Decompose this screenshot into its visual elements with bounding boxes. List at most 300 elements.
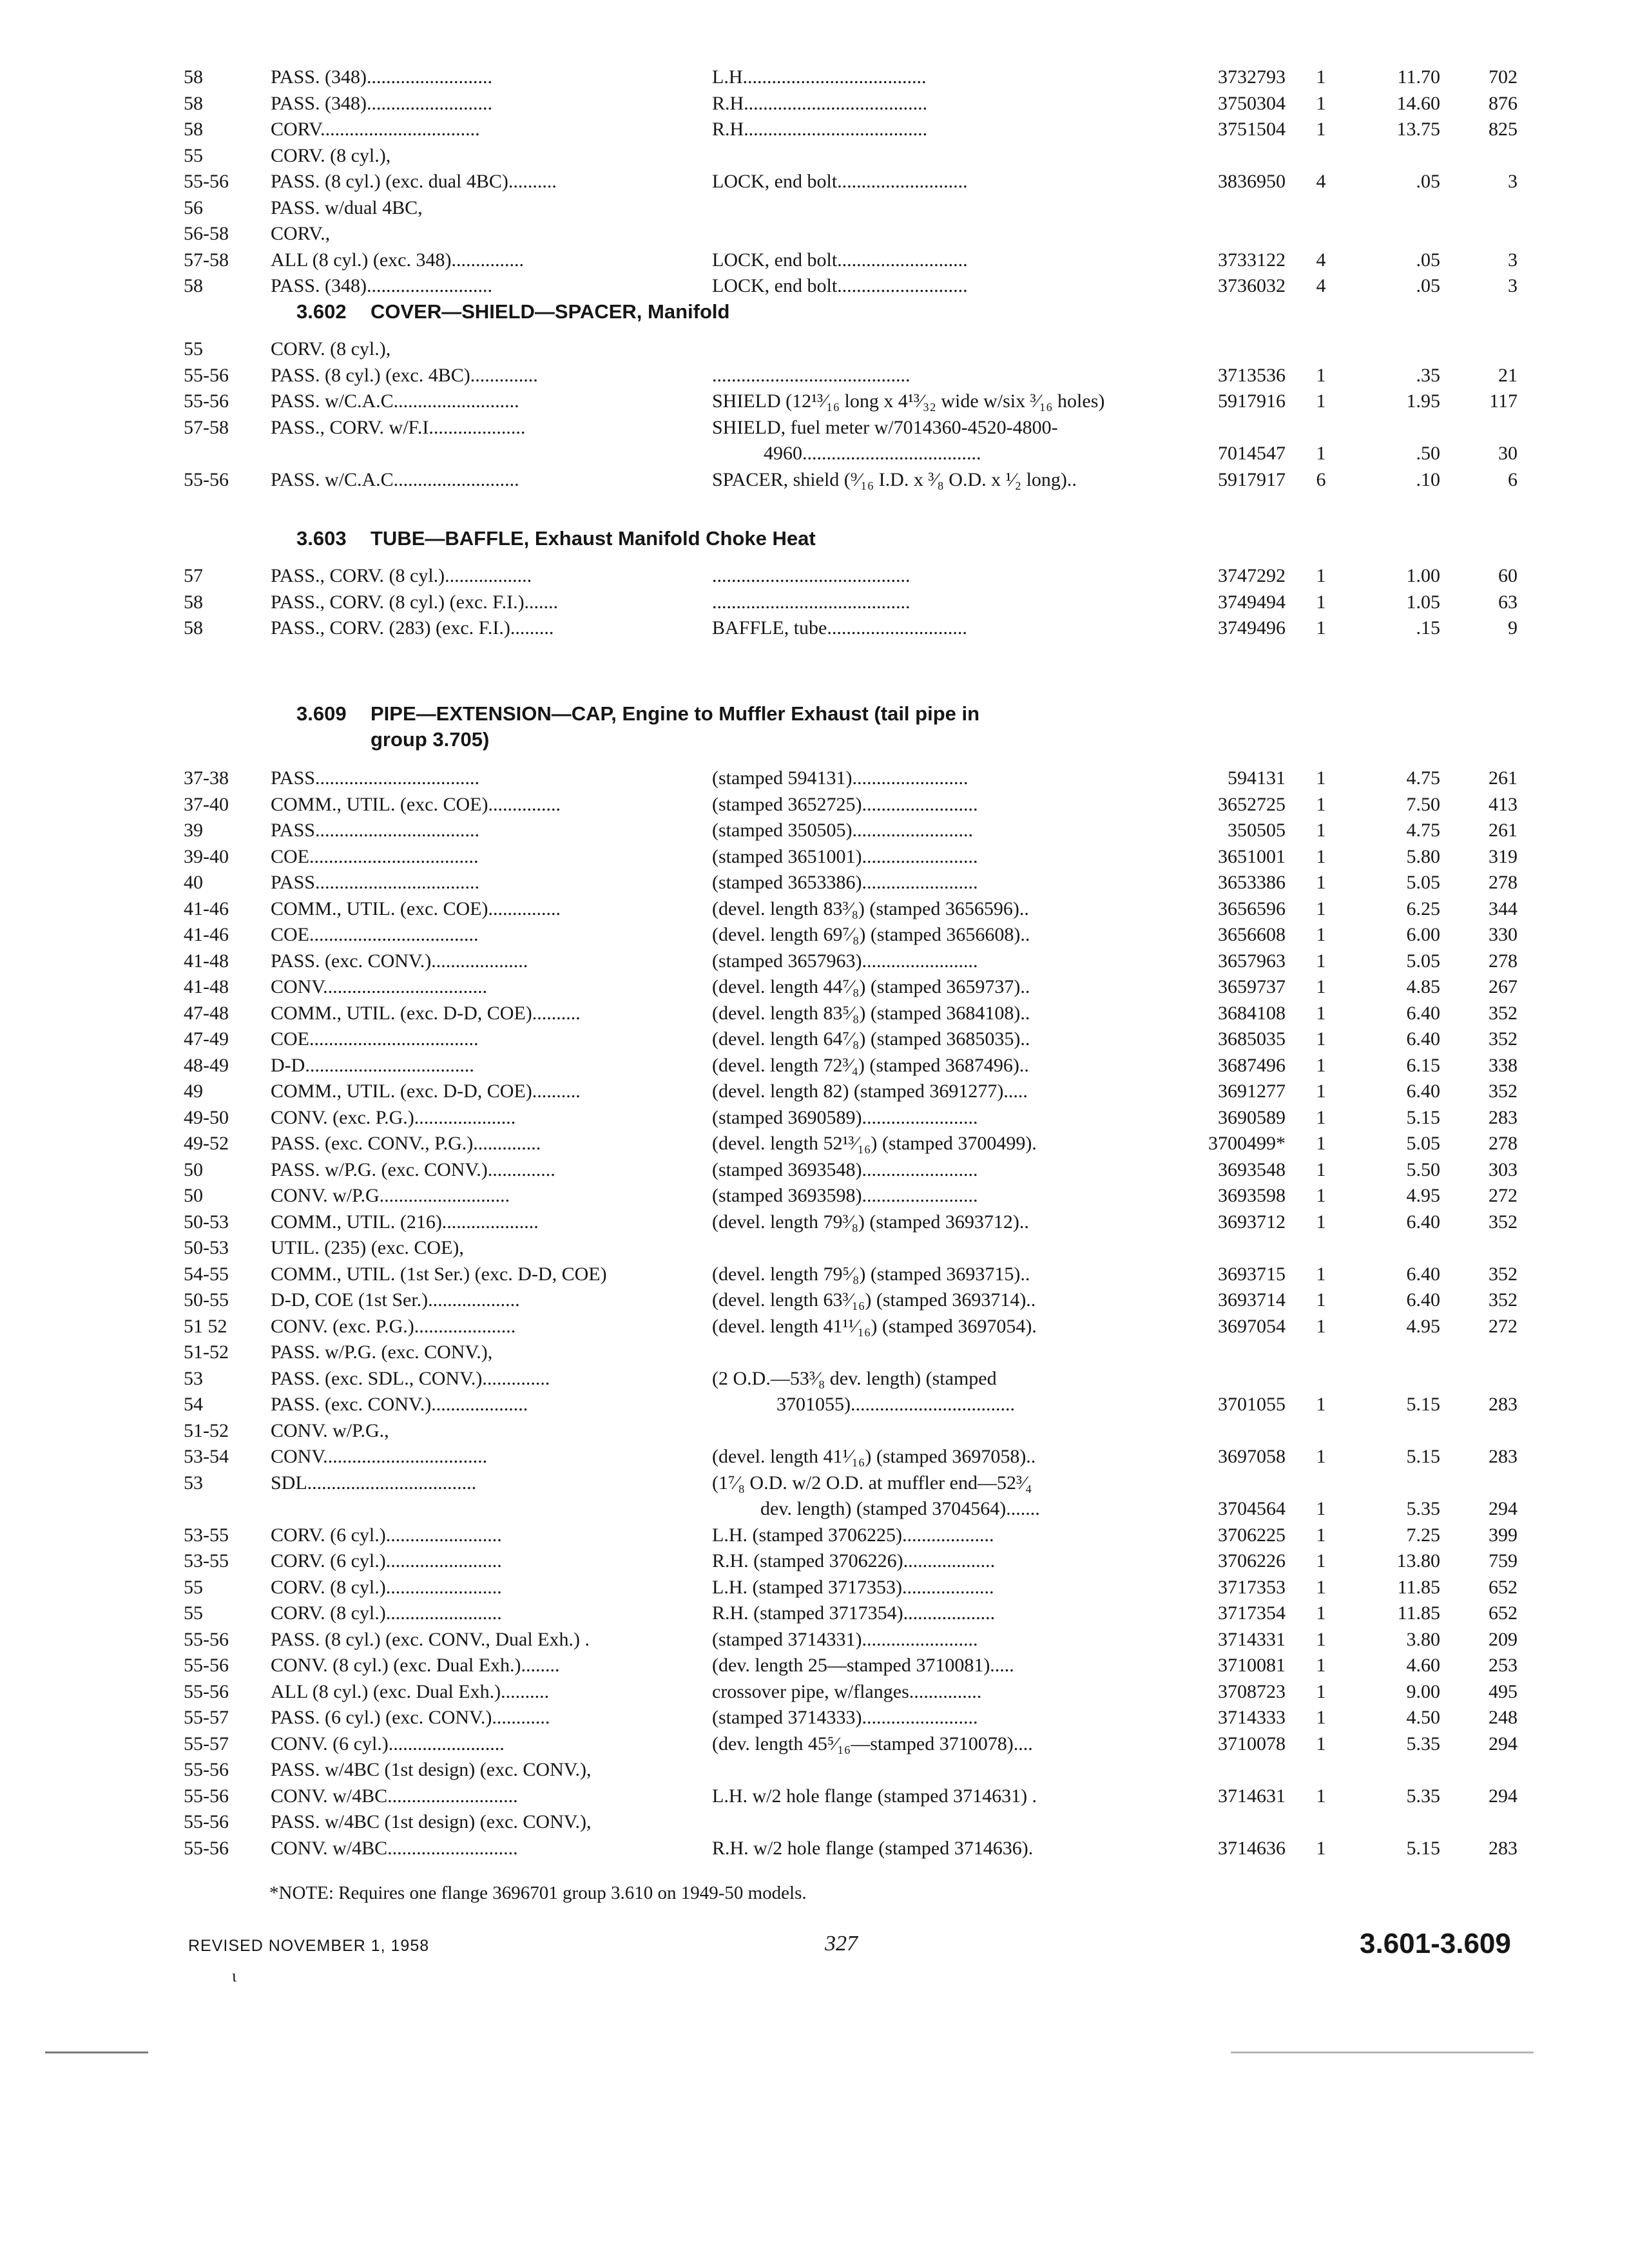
list-price: 7.25 [1406, 1524, 1440, 1546]
group-amount: 294 [1489, 1785, 1518, 1807]
table-row [0, 896, 1629, 922]
table-row [0, 1496, 1629, 1522]
table-row [0, 1679, 1629, 1705]
table-row [0, 1026, 1629, 1052]
quantity: 1 [1316, 1733, 1326, 1754]
part-description: (devel. length 69⁷⁄₈) (stamped 3656608).. [712, 924, 1030, 945]
part-number: 3714636 [1218, 1837, 1286, 1859]
part-number: 3697054 [1218, 1315, 1286, 1337]
table-row [0, 1809, 1629, 1835]
footnote: *NOTE: Requires one flange 3696701 group 3.610 on 1949-50 models. [269, 1883, 807, 1903]
table-row [0, 1340, 1629, 1365]
list-price: 1.95 [1406, 390, 1440, 412]
group-amount: 60 [1498, 565, 1518, 586]
part-description: R.H...................................... [712, 92, 928, 114]
list-price: 5.35 [1406, 1785, 1440, 1807]
list-price: 6.40 [1406, 1211, 1440, 1233]
part-number: 3700499* [1208, 1133, 1286, 1154]
group-amount: 352 [1489, 1263, 1518, 1285]
quantity: 1 [1316, 1655, 1326, 1676]
part-number: 3732793 [1218, 66, 1286, 88]
part-number: 3685035 [1218, 1028, 1286, 1050]
list-price: 4.60 [1406, 1655, 1440, 1676]
quantity: 1 [1316, 1211, 1326, 1233]
section-number: 3.609 [296, 702, 347, 725]
table-row [0, 818, 1629, 843]
list-price: .35 [1416, 364, 1440, 386]
model-year: 55-56 [184, 1785, 229, 1807]
model-description: CORV. (8 cyl.), [271, 144, 391, 166]
list-price: 5.15 [1406, 1837, 1440, 1859]
part-number: 3751504 [1218, 119, 1286, 140]
group-amount: 876 [1489, 92, 1518, 114]
part-number: 3652725 [1218, 793, 1286, 815]
model-year: 55-56 [184, 1759, 229, 1780]
model-year: 56-58 [184, 223, 229, 244]
list-price: 5.80 [1406, 845, 1440, 867]
model-description: PASS. (6 cyl.) (exc. CONV.)............ [271, 1707, 550, 1728]
part-description: L.H. w/2 hole flange (stamped 3714631) . [712, 1785, 1037, 1807]
model-description: CONV. (exc. P.G.)..................... [271, 1315, 516, 1337]
list-price: 4.95 [1406, 1185, 1440, 1206]
model-description: COMM., UTIL. (1st Ser.) (exc. D-D, COE) [271, 1263, 607, 1285]
quantity: 4 [1316, 249, 1326, 271]
list-price: 11.85 [1397, 1602, 1440, 1624]
table-row [0, 1418, 1629, 1444]
table-row [0, 1575, 1629, 1600]
table-row [0, 467, 1629, 493]
part-number: 3701055 [1218, 1394, 1286, 1415]
model-year: 55-56 [184, 390, 229, 412]
model-year: 58 [184, 66, 203, 88]
table-row [0, 1157, 1629, 1183]
model-description: CONV. (exc. P.G.)..................... [271, 1106, 516, 1128]
scan-artifact-line [1231, 2052, 1534, 2053]
part-description: (stamped 3653386)........................ [712, 872, 978, 893]
list-price: 11.85 [1397, 1576, 1440, 1598]
quantity: 1 [1316, 1002, 1326, 1024]
model-year: 47-48 [184, 1002, 229, 1024]
part-number: 3733122 [1218, 249, 1286, 271]
part-description: (dev. length 45⁵⁄₁₆—stamped 3710078).... [712, 1733, 1033, 1754]
model-description: PASS., CORV. (8 cyl.) (exc. F.I.)....... [271, 591, 559, 613]
table-row [0, 1444, 1629, 1470]
table-row [0, 1001, 1629, 1026]
model-year: 58 [184, 617, 203, 639]
quantity: 1 [1316, 924, 1326, 945]
part-number: 3693548 [1218, 1158, 1286, 1180]
quantity: 1 [1316, 976, 1326, 997]
part-number: 3697058 [1218, 1446, 1286, 1467]
part-description: (stamped 3651001)........................ [712, 845, 978, 867]
part-description: L.H...................................... [712, 66, 927, 88]
group-amount: 338 [1489, 1054, 1518, 1076]
model-year: 41-46 [184, 924, 229, 945]
part-number: 3714333 [1218, 1707, 1286, 1728]
model-description: COE................................... [271, 924, 479, 945]
part-description: ......................................... [712, 591, 911, 613]
quantity: 1 [1316, 390, 1326, 412]
group-range: 3.601-3.609 [1360, 1928, 1511, 1959]
model-year: 55-56 [184, 1811, 229, 1832]
model-description: ALL (8 cyl.) (exc. Dual Exh.).......... [271, 1680, 550, 1702]
model-year: 40 [184, 872, 203, 893]
table-row [0, 64, 1629, 90]
part-number: 3710078 [1218, 1733, 1286, 1754]
quantity: 1 [1316, 820, 1326, 841]
model-description: PASS. (exc. CONV.).................... [271, 1394, 528, 1415]
section-title-continued: group 3.705) [371, 728, 490, 751]
part-description: R.H...................................... [712, 119, 928, 140]
part-description: LOCK, end bolt........................... [712, 275, 968, 296]
part-number: 3717354 [1218, 1602, 1286, 1624]
table-row [0, 765, 1629, 791]
group-amount: 399 [1489, 1524, 1518, 1546]
part-description: SPACER, shield (⁹⁄₁₆ I.D. x ³⁄₈ O.D. x ¹⁄₂ long).. [712, 468, 1077, 490]
model-description: PASS. (exc. CONV.).................... [271, 950, 528, 972]
group-amount: 278 [1489, 872, 1518, 893]
quantity: 1 [1316, 1289, 1326, 1311]
table-row [0, 563, 1629, 589]
model-year: 49-50 [184, 1106, 229, 1128]
list-price: 6.00 [1406, 924, 1440, 945]
list-price: 5.05 [1406, 950, 1440, 972]
list-price: 1.05 [1406, 591, 1440, 613]
table-row [0, 1653, 1629, 1678]
quantity: 1 [1316, 92, 1326, 114]
table-row [0, 1836, 1629, 1861]
model-description: PASS. (exc. SDL., CONV.).............. [271, 1367, 550, 1389]
table-row [0, 1053, 1629, 1079]
group-amount: 283 [1489, 1106, 1518, 1128]
model-description: COE................................... [271, 845, 479, 867]
model-year: 50 [184, 1185, 203, 1206]
model-description: CONV. (6 cyl.)........................ [271, 1733, 505, 1754]
part-description: (1⁷⁄₈ O.D. w/2 O.D. at muffler end—52³⁄₄ [712, 1472, 1032, 1494]
part-number: 3651001 [1218, 845, 1286, 867]
model-description: PASS.................................. [271, 820, 479, 841]
quantity: 1 [1316, 1707, 1326, 1728]
part-description: R.H. (stamped 3717354)................... [712, 1602, 996, 1624]
section-heading [296, 526, 816, 552]
part-number: 3708723 [1218, 1680, 1286, 1702]
model-description: PASS. (8 cyl.) (exc. 4BC).............. [271, 364, 538, 386]
table-row [0, 169, 1629, 195]
stray-mark: ι [232, 1966, 236, 1985]
model-year: 56 [184, 197, 203, 218]
part-number: 3717353 [1218, 1576, 1286, 1598]
part-description: (devel. length 41¹¹⁄₁₆) (stamped 3697054). [712, 1315, 1037, 1337]
part-number: 3836950 [1218, 171, 1286, 192]
part-description: L.H. (stamped 3717353)................... [712, 1576, 994, 1598]
part-description: (dev. length 25—stamped 3710081)..... [712, 1655, 1014, 1676]
table-row [0, 1470, 1629, 1496]
quantity: 1 [1316, 617, 1326, 639]
model-year: 58 [184, 92, 203, 114]
section-title: PIPE—EXTENSION—CAP, Engine to Muffler Exhaust (tail pipe in [371, 702, 980, 725]
part-number: 3706225 [1218, 1524, 1286, 1546]
quantity: 1 [1316, 364, 1326, 386]
section-heading [296, 701, 979, 753]
quantity: 1 [1316, 898, 1326, 919]
revision-date: REVISED NOVEMBER 1, 1958 [188, 1937, 430, 1955]
model-year: 47-49 [184, 1028, 229, 1050]
part-number: 3693598 [1218, 1185, 1286, 1206]
model-description: SDL................................... [271, 1472, 477, 1494]
list-price: .15 [1416, 617, 1440, 639]
model-description: COMM., UTIL. (exc. COE)............... [271, 793, 561, 815]
model-year: 55-57 [184, 1707, 229, 1728]
model-description: CONV. (8 cyl.) (exc. Dual Exh.)........ [271, 1655, 560, 1676]
table-row [0, 336, 1629, 362]
model-description: PASS. (348).......................... [271, 92, 492, 114]
group-amount: 272 [1489, 1315, 1518, 1337]
model-year: 50-53 [184, 1211, 229, 1233]
table-row [0, 1183, 1629, 1209]
model-description: COMM., UTIL. (exc. D-D, COE).......... [271, 1002, 581, 1024]
part-description: (stamped 3693598)........................ [712, 1185, 978, 1206]
part-description: (devel. length 82) (stamped 3691277)..... [712, 1081, 1028, 1102]
model-year: 37-38 [184, 767, 229, 789]
part-description: LOCK, end bolt........................... [712, 249, 968, 271]
list-price: 6.40 [1406, 1028, 1440, 1050]
model-year: 41-46 [184, 898, 229, 919]
model-year: 55 [184, 1602, 203, 1624]
quantity: 1 [1316, 565, 1326, 586]
model-description: PASS. w/C.A.C.......................... [271, 468, 519, 490]
model-year: 49-52 [184, 1133, 229, 1154]
group-amount: 248 [1489, 1707, 1518, 1728]
quantity: 1 [1316, 1602, 1326, 1624]
list-price: 9.00 [1406, 1680, 1440, 1702]
model-year: 41-48 [184, 950, 229, 972]
part-number: 594131 [1228, 767, 1286, 789]
model-description: PASS. (8 cyl.) (exc. CONV., Dual Exh.) . [271, 1628, 590, 1650]
model-description: CORV. (6 cyl.)........................ [271, 1550, 502, 1571]
group-amount: 352 [1489, 1289, 1518, 1311]
model-description: D-D................................... [271, 1054, 474, 1076]
quantity: 1 [1316, 1263, 1326, 1285]
group-amount: 283 [1489, 1394, 1518, 1415]
section-number: 3.603 [296, 527, 347, 550]
table-row [0, 195, 1629, 221]
model-year: 49 [184, 1081, 203, 1102]
part-description: (devel. length 83⁵⁄₈) (stamped 3684108).. [712, 1002, 1030, 1024]
table-row [0, 1392, 1629, 1418]
model-description: PASS. w/4BC (1st design) (exc. CONV.), [271, 1759, 592, 1780]
quantity: 1 [1316, 1576, 1326, 1598]
group-amount: 63 [1498, 591, 1518, 613]
model-description: CONV. w/P.G........................... [271, 1185, 510, 1206]
table-row [0, 1366, 1629, 1392]
table-row [0, 273, 1629, 299]
group-amount: 352 [1489, 1211, 1518, 1233]
model-description: CORV. (8 cyl.), [271, 338, 391, 360]
part-description: crossover pipe, w/flanges............... [712, 1680, 982, 1702]
list-price: 13.80 [1396, 1550, 1440, 1571]
list-price: 13.75 [1396, 119, 1440, 140]
model-description: CONV. w/4BC........................... [271, 1785, 518, 1807]
part-number: 3656608 [1218, 924, 1286, 945]
model-year: 55-56 [184, 364, 229, 386]
part-number: 3736032 [1218, 275, 1286, 296]
model-year: 54 [184, 1394, 203, 1415]
list-price: 4.50 [1406, 1707, 1440, 1728]
model-description: ALL (8 cyl.) (exc. 348)............... [271, 249, 524, 271]
model-year: 55 [184, 1576, 203, 1598]
list-price: 5.05 [1406, 1133, 1440, 1154]
part-description: SHIELD (12¹³⁄₁₆ long x 4¹³⁄₃₂ wide w/six ³⁄₁₆ holes) [712, 390, 1105, 412]
model-description: PASS. w/P.G. (exc. CONV.), [271, 1341, 493, 1363]
table-row [0, 1705, 1629, 1731]
group-amount: 283 [1489, 1446, 1518, 1467]
group-amount: 261 [1489, 820, 1518, 841]
table-row [0, 615, 1629, 641]
scan-artifact-line [45, 2052, 148, 2053]
model-year: 53 [184, 1367, 203, 1389]
quantity: 1 [1316, 591, 1326, 613]
group-amount: 495 [1489, 1680, 1518, 1702]
page-number: 327 [825, 1932, 858, 1956]
list-price: 4.95 [1406, 1315, 1440, 1337]
part-number: 3684108 [1218, 1002, 1286, 1024]
list-price: 11.70 [1397, 66, 1440, 88]
part-description: (devel. length 44⁷⁄₈) (stamped 3659737).. [712, 976, 1030, 997]
group-amount: 283 [1489, 1837, 1518, 1859]
quantity: 1 [1316, 767, 1326, 789]
part-description: (stamped 3714331)........................ [712, 1628, 978, 1650]
model-year: 50-53 [184, 1237, 229, 1258]
table-row [0, 922, 1629, 948]
quantity: 4 [1316, 275, 1326, 296]
model-year: 48-49 [184, 1054, 229, 1076]
part-description: 3701055).................................. [776, 1394, 1015, 1415]
table-row [0, 143, 1629, 169]
model-year: 55-56 [184, 1655, 229, 1676]
part-description: (stamped 3690589)........................ [712, 1106, 978, 1128]
group-amount: 209 [1489, 1628, 1518, 1650]
part-number: 3693714 [1218, 1289, 1286, 1311]
model-description: PASS., CORV. w/F.I.................... [271, 416, 526, 438]
model-description: COMM., UTIL. (exc. COE)............... [271, 898, 561, 919]
table-row [0, 792, 1629, 818]
model-description: CORV. (8 cyl.)........................ [271, 1602, 502, 1624]
section-title: COVER—SHIELD—SPACER, Manifold [371, 300, 730, 323]
part-description: 4960..................................... [764, 443, 981, 464]
table-row [0, 844, 1629, 870]
model-description: PASS.................................. [271, 872, 479, 893]
part-description: dev. length) (stamped 3704564)....... [760, 1498, 1040, 1519]
part-description: (devel. length 72³⁄₄) (stamped 3687496).. [712, 1054, 1029, 1076]
quantity: 1 [1316, 1837, 1326, 1859]
model-description: CORV................................. [271, 119, 480, 140]
group-amount: 3 [1508, 249, 1518, 271]
group-amount: 294 [1489, 1498, 1518, 1519]
quantity: 1 [1316, 1446, 1326, 1467]
group-amount: 759 [1489, 1550, 1518, 1571]
model-year: 53-55 [184, 1550, 229, 1571]
part-description: (devel. length 41¹⁄₁₆) (stamped 3697058).. [712, 1446, 1036, 1467]
part-description: (stamped 594131)........................ [712, 767, 969, 789]
table-row [0, 1209, 1629, 1235]
model-year: 58 [184, 275, 203, 296]
table-row [0, 1627, 1629, 1653]
quantity: 1 [1316, 1524, 1326, 1546]
model-description: PASS. (8 cyl.) (exc. dual 4BC).......... [271, 171, 557, 192]
model-description: UTIL. (235) (exc. COE), [271, 1237, 464, 1258]
model-year: 55-56 [184, 1628, 229, 1650]
quantity: 1 [1316, 66, 1326, 88]
table-row [0, 1548, 1629, 1574]
model-year: 51-52 [184, 1419, 229, 1441]
part-description: ......................................... [712, 364, 911, 386]
model-description: CONV. w/4BC........................... [271, 1837, 518, 1859]
list-price: 6.15 [1406, 1054, 1440, 1076]
part-description: ......................................... [712, 565, 911, 586]
model-description: PASS. w/dual 4BC, [271, 197, 423, 218]
part-description: (stamped 3693548)........................ [712, 1158, 978, 1180]
part-description: (stamped 3714333)........................ [712, 1707, 978, 1728]
table-row [0, 247, 1629, 273]
part-number: 3749496 [1218, 617, 1286, 639]
part-number: 3687496 [1218, 1054, 1286, 1076]
model-year: 53-55 [184, 1524, 229, 1546]
part-number: 3693712 [1218, 1211, 1286, 1233]
list-price: 5.15 [1406, 1446, 1440, 1467]
part-number: 3749494 [1218, 591, 1286, 613]
list-price: 7.50 [1406, 793, 1440, 815]
list-price: .05 [1416, 275, 1440, 296]
part-description: L.H. (stamped 3706225)................... [712, 1524, 994, 1546]
model-description: CONV. w/P.G., [271, 1419, 389, 1441]
table-row [0, 363, 1629, 389]
list-price: 5.35 [1406, 1498, 1440, 1519]
part-number: 3691277 [1218, 1081, 1286, 1102]
list-price: 5.15 [1406, 1394, 1440, 1415]
list-price: 6.25 [1406, 898, 1440, 919]
table-row [0, 1262, 1629, 1287]
quantity: 1 [1316, 1106, 1326, 1128]
group-amount: 117 [1489, 390, 1518, 412]
model-description: D-D, COE (1st Ser.)................... [271, 1289, 520, 1311]
group-amount: 652 [1489, 1602, 1518, 1624]
group-amount: 702 [1489, 66, 1518, 88]
table-row [0, 1287, 1629, 1313]
part-number: 3704564 [1218, 1498, 1286, 1519]
part-description: (stamped 3652725)........................ [712, 793, 978, 815]
model-year: 55-57 [184, 1733, 229, 1754]
group-amount: 352 [1489, 1081, 1518, 1102]
group-amount: 352 [1489, 1002, 1518, 1024]
part-description: R.H. (stamped 3706226)................... [712, 1550, 996, 1571]
list-price: 5.50 [1406, 1158, 1440, 1180]
group-amount: 278 [1489, 1133, 1518, 1154]
part-number: 5917916 [1218, 390, 1286, 412]
part-description: (devel. length 83³⁄₈) (stamped 3656596).. [712, 898, 1029, 919]
list-price: .50 [1416, 443, 1440, 464]
model-description: PASS. w/4BC (1st design) (exc. CONV.), [271, 1811, 592, 1832]
model-year: 54-55 [184, 1263, 229, 1285]
quantity: 1 [1316, 1081, 1326, 1102]
list-price: 5.05 [1406, 872, 1440, 893]
group-amount: 344 [1489, 898, 1518, 919]
quantity: 1 [1316, 845, 1326, 867]
model-year: 55-56 [184, 171, 229, 192]
model-year: 50 [184, 1158, 203, 1180]
table-row [0, 870, 1629, 896]
model-description: PASS.................................. [271, 767, 479, 789]
quantity: 1 [1316, 793, 1326, 815]
